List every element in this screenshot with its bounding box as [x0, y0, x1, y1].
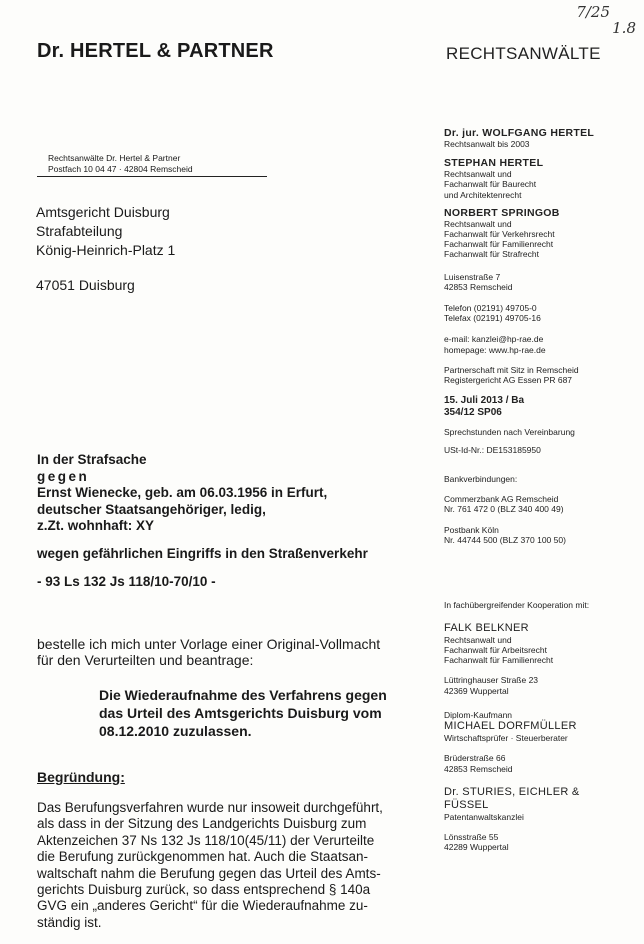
bank-heading: Bankverbindungen:: [444, 473, 518, 484]
coop-1-city: 42369 Wuppertal: [444, 685, 509, 696]
grounds-line-2: als dass in der Sitzung des Landgerichts Duisburg zum: [37, 816, 367, 832]
coop-2-name: MICHAEL DORFMÜLLER: [444, 720, 577, 733]
grounds-line-3: Aktenzeichen 37 Ns 132 Js 118/10(45/11) der Verurteilte: [37, 832, 375, 848]
grounds-line-4: die Berufung zurückgenommen hat. Auch die Staatsan-: [37, 849, 368, 865]
office-street: Luisenstraße 7: [444, 271, 501, 282]
case-block: [37, 452, 368, 591]
office-hours: Sprechstunden nach Vereinbarung: [444, 427, 575, 438]
coop-2-title: Diplom-Kaufmann: [444, 709, 513, 720]
request-paragraph: [99, 686, 415, 740]
case-subject: wegen gefährlichen Eingriffs in den Straßenverkehr: [37, 545, 368, 561]
coop-1-detail-1: Rechtsanwalt und: [444, 634, 512, 645]
annotation-line-2: 1.8: [612, 19, 636, 37]
request-line-2: das Urteil des Amtsgerichts Duisburg vom: [99, 705, 382, 721]
bank-1-name: Commerzbank AG Remscheid: [444, 493, 559, 504]
office-phone: Telefon (02191) 49705-0: [444, 303, 537, 314]
case-line-1: In der Strafsache: [37, 452, 147, 467]
sender-return-address: [48, 153, 193, 175]
reference-number: 354/12 SP06: [444, 407, 502, 419]
coop-2-detail: Wirtschaftsprüfer · Steuerberater: [444, 733, 568, 744]
coop-1-detail-3: Fachanwalt für Familienrecht: [444, 655, 554, 666]
coop-2-city: 42853 Remscheid: [444, 763, 513, 774]
partner-2-detail-1: Rechtsanwalt und: [444, 169, 512, 180]
office-email: e-mail: kanzlei@hp-rae.de: [444, 334, 544, 345]
coop-3-street: Lönsstraße 55: [444, 831, 499, 842]
grounds-line-7: GVG ein „anderes Gericht“ für die Wiederaufnahme zu-: [37, 898, 368, 914]
coop-3-city: 42289 Wuppertal: [444, 842, 509, 853]
partnership-line-2: Registergericht AG Essen PR 687: [444, 375, 573, 386]
coop-1-detail-2: Fachanwalt für Arbeitsrecht: [444, 645, 547, 656]
sender-line-2: Postfach 10 04 47 · 42804 Remscheid: [48, 164, 193, 174]
recipient-line-2: Strafabteilung: [36, 223, 123, 239]
recipient-line-4: 47051 Duisburg: [36, 277, 135, 293]
case-line-3: Ernst Wienecke, geb. am 06.03.1956 in Erfurt,: [37, 485, 328, 500]
letter-date: 15. Juli 2013 / Ba: [444, 395, 525, 407]
partner-3-name: NORBERT SPRINGOB: [444, 206, 560, 219]
office-homepage: homepage: www.hp-rae.de: [444, 344, 546, 355]
partner-2-detail-3: und Architektenrecht: [444, 189, 522, 200]
partner-1-name: Dr. jur. WOLFGANG HERTEL: [444, 127, 595, 139]
cooperation-heading: In fachübergreifender Kooperation mit:: [444, 599, 590, 610]
grounds-line-8: ständig ist.: [37, 914, 102, 930]
grounds-line-5: waltschaft nahm die Berufung gegen das Urteil des Amts-: [37, 865, 381, 881]
bank-2-name: Postbank Köln: [444, 525, 499, 536]
partnership-line-1: Partnerschaft mit Sitz in Remscheid: [444, 364, 579, 375]
partner-3-detail-2: Fachanwalt für Verkehrsrecht: [444, 229, 555, 240]
annotation-line-1: 7/25: [576, 3, 610, 21]
recipient-line-1: Amtsgericht Duisburg: [36, 204, 170, 220]
letterhead-sidebar: [444, 127, 634, 852]
coop-2-street: Brüderstraße 66: [444, 753, 506, 764]
sender-line-1: Rechtsanwälte Dr. Hertel & Partner: [48, 153, 181, 163]
partner-3-detail-3: Fachanwalt für Familienrecht: [444, 239, 554, 250]
grounds-line-6: gerichts Duisburg zurück, so dass entsprechend § 140a: [37, 882, 371, 898]
firm-name: Dr. HERTEL & PARTNER: [37, 40, 274, 62]
firm-type: RECHTSANWÄLTE: [446, 44, 601, 63]
request-line-1: Die Wiederaufnahme des Verfahrens gegen: [99, 687, 387, 703]
request-line-3: 08.12.2010 zuzulassen.: [99, 723, 252, 739]
coop-1-name: FALK BELKNER: [444, 621, 529, 634]
intro-line-1: bestelle ich mich unter Vorlage einer Original-Vollmacht: [37, 636, 381, 652]
coop-1-street: Lüttringhauser Straße 23: [444, 675, 539, 686]
intro-line-2: für den Verurteilten und beantrage:: [37, 652, 254, 668]
grounds-paragraph: [37, 800, 415, 931]
bank-2-number: Nr. 44744 500 (BLZ 370 100 50): [444, 535, 566, 546]
handwritten-annotation: [552, 4, 636, 36]
case-line-2: gegen: [37, 468, 90, 484]
partner-3-detail-1: Rechtsanwalt und: [444, 218, 512, 229]
intro-paragraph: [37, 636, 407, 668]
case-line-4: deutscher Staatsangehöriger, ledig,: [37, 501, 266, 517]
partner-2-name: STEPHAN HERTEL: [444, 157, 544, 170]
partner-1-detail: Rechtsanwalt bis 2003: [444, 139, 530, 149]
coop-3-name-2: FÜSSEL: [444, 798, 489, 811]
grounds-heading: Begründung:: [37, 769, 125, 785]
case-file-number: - 93 Ls 132 Js 118/10-70/10 -: [37, 574, 216, 589]
coop-3-name-1: Dr. STURIES, EICHLER &: [444, 785, 580, 798]
office-city: 42853 Remscheid: [444, 281, 513, 292]
grounds-line-1: Das Berufungsverfahren wurde nur insoweit durchgeführt,: [37, 800, 383, 815]
office-fax: Telefax (02191) 49705-16: [444, 313, 541, 324]
partner-2-detail-2: Fachanwalt für Baurecht: [444, 179, 537, 190]
coop-3-detail: Patentanwaltskanzlei: [444, 811, 524, 822]
sender-divider: [37, 176, 267, 177]
recipient-address: [36, 203, 175, 295]
case-line-5: z.Zt. wohnhaft: XY: [37, 518, 154, 533]
vat-id: USt-Id-Nr.: DE153185950: [444, 445, 541, 456]
recipient-line-3: König-Heinrich-Platz 1: [36, 242, 176, 258]
bank-1-number: Nr. 761 472 0 (BLZ 340 400 49): [444, 504, 564, 515]
partner-3-detail-4: Fachanwalt für Strafrecht: [444, 249, 539, 260]
